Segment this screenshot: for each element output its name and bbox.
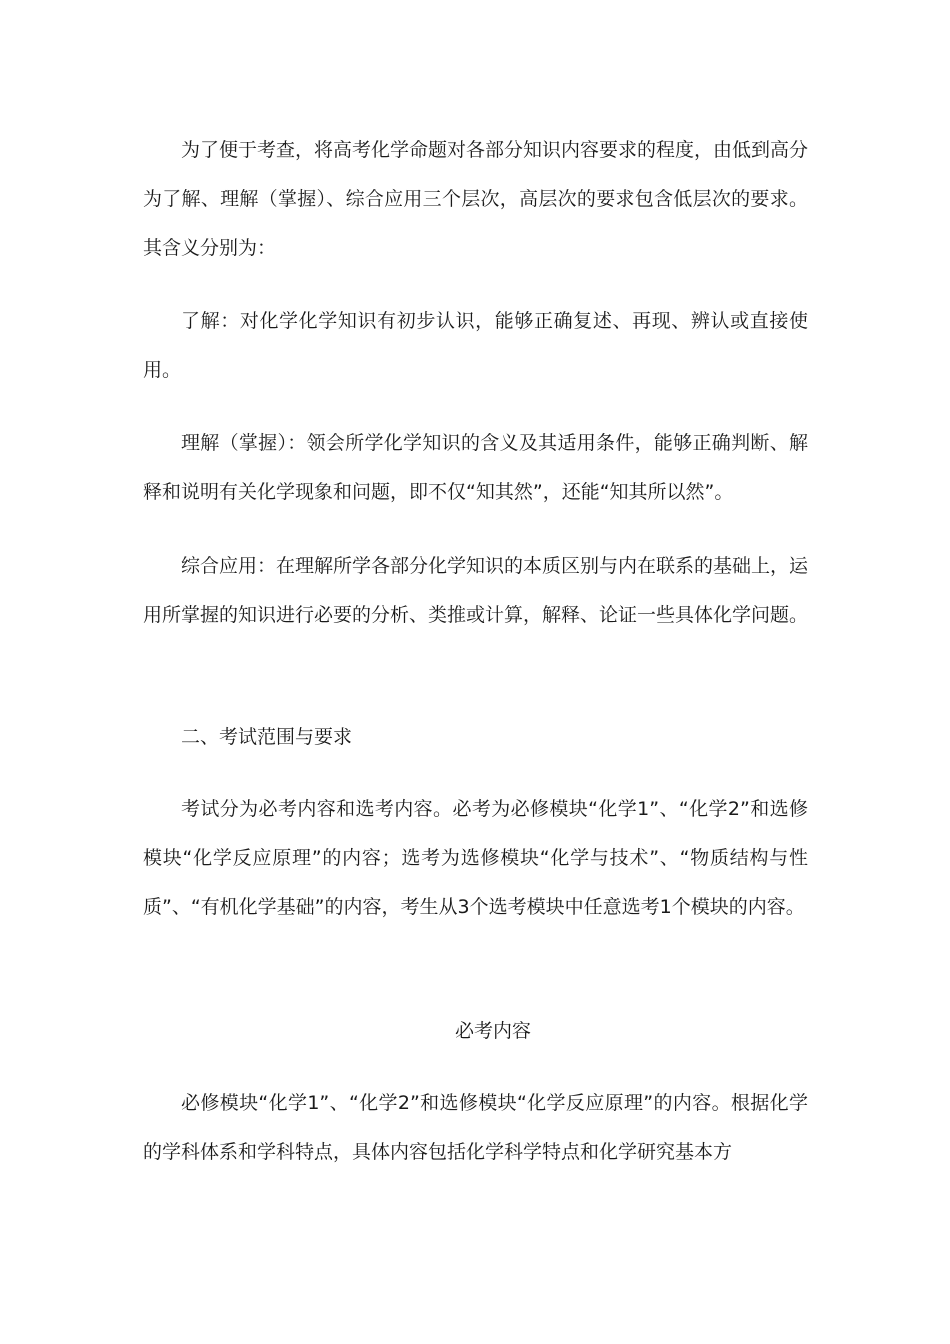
paragraph-exam-content: 考试分为必考内容和选考内容。必考为必修模块“化学1”、“化学2”和选修模块“化学反应原理”的内容；选考为选修模块“化学与技术”、“物质结构与性质”、“有机化学基础”的内容，考生从3个选考模块中任意选考1个模块的内容。 [143,798,808,918]
paragraph-understand-basic: 了解：对化学化学知识有初步认识，能够正确复述、再现、辨认或直接使用。 [143,310,808,381]
paragraph-understand-master: 理解（掌握）：领会所学化学知识的含义及其适用条件，能够正确判断、解释和说明有关化学现象和问题，即不仅“知其然”，还能“知其所以然”。 [143,432,808,503]
heading-required-content: 必考内容 [454,1020,531,1042]
paragraph-comprehensive-application: 综合应用：在理解所学各部分化学知识的本质区别与内在联系的基础上，运用所掌握的知识进行必要的分析、类推或计算，解释、论证一些具体化学问题。 [143,555,809,626]
paragraph-intro: 为了便于考查，将高考化学命题对各部分知识内容要求的程度，由低到高分为了解、理解（掌握）、综合应用三个层次，高层次的要求包含低层次的要求。其含义分别为： [143,139,809,259]
paragraph-required-modules: 必修模块“化学1”、“化学2”和选修模块“化学反应原理”的内容。根据化学的学科体系和学科特点，具体内容包括化学科学特点和化学研究基本方 [143,1092,808,1163]
section-title-exam-scope: 二、考试范围与要求 [181,726,353,748]
